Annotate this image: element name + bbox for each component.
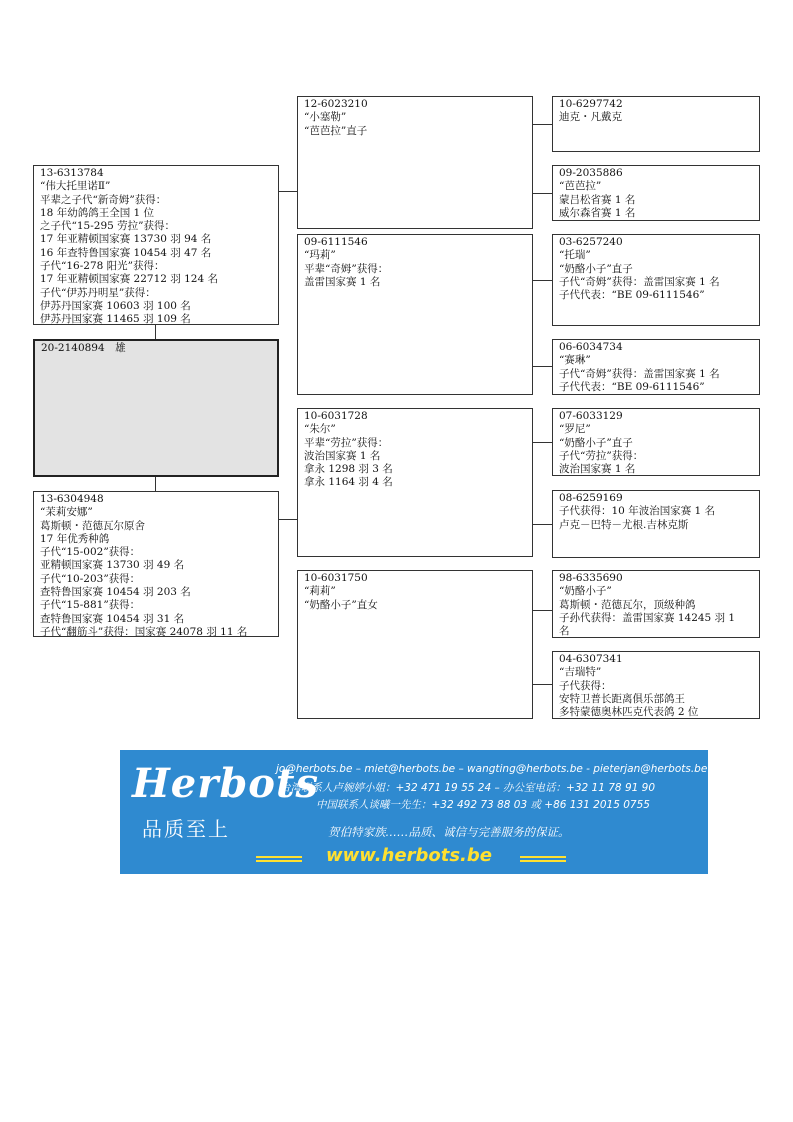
pedigree-line: “吉瑞特” <box>559 666 602 679</box>
pedigree-line: 波治国家赛 1 名 <box>559 463 636 476</box>
email-line[interactable]: jo@herbots.be – miet@herbots.be – wangting@herbots.be - pieterjan@herbots.be <box>276 763 708 775</box>
pedigree-line: “芭芭拉”直子 <box>304 124 368 137</box>
pedigree-line: “玛莉” <box>304 249 336 262</box>
ring-number: 12-6023210 <box>304 98 368 110</box>
pedigree-line: 亚精顿国家赛 13730 羽 49 名 <box>40 559 185 572</box>
pedigree-line: 盖雷国家赛 1 名 <box>304 275 381 288</box>
pedigree-line: 拿永 1164 羽 4 名 <box>304 476 393 489</box>
ring-number: 07-6033129 <box>559 410 623 422</box>
connector-line <box>533 193 552 194</box>
pedigree-line: “奶酪小子” <box>559 585 612 598</box>
pedigree-line: 伊苏丹国家赛 10603 羽 100 名 <box>40 299 191 312</box>
pedigree-line: 子孙代获得：盖雷国家赛 14245 羽 1 <box>559 611 736 624</box>
decor-line <box>520 856 566 858</box>
ring-number: 04-6307341 <box>559 653 623 665</box>
tagline: 贺伯特家族……品质、诚信与完善服务的保证。 <box>328 825 570 839</box>
pedigree-line: 查特鲁国家赛 10454 羽 31 名 <box>40 612 185 625</box>
ss-dam-box <box>552 165 760 221</box>
pedigree-line: 17 年优秀种鸽 <box>40 532 110 545</box>
connector-line <box>533 366 552 367</box>
ring-number: 06-6034734 <box>559 341 623 353</box>
pedigree-line: “茉莉安娜” <box>40 506 93 519</box>
ring-number: 13-6304948 <box>40 493 104 505</box>
pedigree-line: 子代代表：“BE 09-6111546” <box>559 380 705 393</box>
pedigree-line: 子代获得：10 年波治国家赛 1 名 <box>559 505 716 518</box>
sd-dam-box <box>552 339 760 395</box>
decor-line <box>256 860 302 862</box>
ring-number: 03-6257240 <box>559 236 623 248</box>
pedigree-line: 子代“翻筋斗”获得：国家赛 24078 羽 11 名 <box>40 625 248 637</box>
herbots-logo: Herbots <box>132 760 319 807</box>
ds-dam-box <box>552 490 760 558</box>
pedigree-line: 16 年查特鲁国家赛 10454 羽 47 名 <box>40 246 212 259</box>
pedigree-line: 迪克・凡戴克 <box>559 111 622 124</box>
ring-number: 98-6335690 <box>559 572 623 584</box>
pedigree-line: 平辈“奇姆”获得： <box>304 262 389 275</box>
pedigree-line: 伊苏丹国家赛 11465 羽 109 名 <box>40 313 191 325</box>
slogan: 品质至上 <box>142 817 230 841</box>
china-contact: 中国联系人谈曦一先生：+32 492 73 88 03 或 +86 131 2015 0755 <box>316 799 650 811</box>
pedigree-line: “芭芭拉” <box>559 180 602 193</box>
pedigree-line: 蒙吕松省赛 1 名 <box>559 193 636 206</box>
pedigree-line: 波治国家赛 1 名 <box>304 449 381 462</box>
ring-number: 13-6313784 <box>40 167 104 179</box>
ring-number: 10-6297742 <box>559 98 623 110</box>
pedigree-line: 子代“15-881”获得： <box>40 599 141 612</box>
dd-sire-box <box>552 570 760 638</box>
pedigree-line: 17 年亚精顿国家赛 13730 羽 94 名 <box>40 233 212 246</box>
connector-line <box>533 610 552 611</box>
taiwan-contact: 台湾联系人卢婉婷小姐：+32 471 19 55 24 – 办公室电话：+32 11 78 91 90 <box>280 782 656 794</box>
herbots-banner <box>120 750 708 874</box>
ring-number: 20-2140894 雄 <box>41 342 126 354</box>
connector-line <box>533 524 552 525</box>
pedigree-line: 卢克－巴特－尤根.吉林克斯 <box>559 518 689 531</box>
pedigree-line: 威尔森省赛 1 名 <box>559 206 636 219</box>
connector-line <box>279 191 297 192</box>
decor-line <box>520 860 566 862</box>
ds-sire-box <box>552 408 760 476</box>
pedigree-line: 之子代“15-295 劳拉”获得： <box>40 220 176 233</box>
pedigree-line: 子代“16-278 阳光”获得： <box>40 260 165 273</box>
connector-line <box>533 280 552 281</box>
pedigree-line: 子代代表：“BE 09-6111546” <box>559 289 705 302</box>
pedigree-line: “莉莉” <box>304 585 336 598</box>
sire-box <box>33 165 279 325</box>
decor-line <box>256 856 302 858</box>
connector-line <box>533 442 552 443</box>
pedigree-line: 安特卫普长距离俱乐部鸽王 <box>559 692 685 705</box>
pedigree-line: “小塞勒” <box>304 111 347 124</box>
pedigree-line: 子代“伊苏丹明星”获得： <box>40 286 156 299</box>
pedigree-line: “罗尼” <box>559 423 591 436</box>
pedigree-line: “奶酪小子”直子 <box>559 436 633 449</box>
ring-number: 09-2035886 <box>559 167 623 179</box>
pedigree-line: 子代“劳拉”获得： <box>559 449 644 462</box>
pedigree-line: 平辈“劳拉”获得： <box>304 436 389 449</box>
ring-number: 10-6031728 <box>304 410 368 422</box>
website-link[interactable]: www.herbots.be <box>326 845 492 866</box>
pedigree-line: 子代“奇姆”获得：盖雷国家赛 1 名 <box>559 275 720 288</box>
pedigree-line: 名 <box>559 625 570 638</box>
connector-line <box>155 477 156 491</box>
pedigree-line: 拿永 1298 羽 3 名 <box>304 463 393 476</box>
pedigree-line: “托瑞” <box>559 249 591 262</box>
sire-dam-box <box>297 234 533 395</box>
ring-number: 09-6111546 <box>304 236 368 248</box>
pedigree-line: “朱尔” <box>304 423 336 436</box>
pedigree-line: “奶酪小子”直女 <box>304 598 378 611</box>
pedigree-line: “伟大托里诺Ⅱ” <box>40 180 111 193</box>
subject-box <box>33 339 279 477</box>
ring-number: 08-6259169 <box>559 492 623 504</box>
sire-sire-box <box>297 96 533 229</box>
ss-sire-box <box>552 96 760 152</box>
connector-line <box>279 519 297 520</box>
dam-dam-box <box>297 570 533 719</box>
pedigree-line: 葛斯顿・范德瓦尔原舍 <box>40 519 145 532</box>
pedigree-line: 子代“奇姆”获得：盖雷国家赛 1 名 <box>559 367 720 380</box>
pedigree-line: 葛斯顿・范德瓦尔，顶级种鸽 <box>559 598 696 611</box>
connector-line <box>155 325 156 339</box>
pedigree-line: 平辈之子代“新奇姆”获得： <box>40 193 167 206</box>
pedigree-line: 子代“15-002”获得： <box>40 546 141 559</box>
dam-sire-box <box>297 408 533 557</box>
pedigree-line: 子代“10-203”获得： <box>40 572 141 585</box>
pedigree-line: 多特蒙德奥林匹克代表鸽 2 位 <box>559 706 699 719</box>
pedigree-line: 子代获得： <box>559 679 612 692</box>
dam-box <box>33 491 279 637</box>
sd-sire-box <box>552 234 760 326</box>
pedigree-line: “奶酪小子”直子 <box>559 262 633 275</box>
pedigree-line: 查特鲁国家赛 10454 羽 203 名 <box>40 586 191 599</box>
dd-dam-box <box>552 651 760 719</box>
connector-line <box>533 124 552 125</box>
ring-number: 10-6031750 <box>304 572 368 584</box>
pedigree-line: 18 年幼鸽鸽王全国 1 位 <box>40 206 155 219</box>
connector-line <box>533 684 552 685</box>
pedigree-line: 17 年亚精顿国家赛 22712 羽 124 名 <box>40 273 218 286</box>
pedigree-line: “赛琳” <box>559 354 591 367</box>
